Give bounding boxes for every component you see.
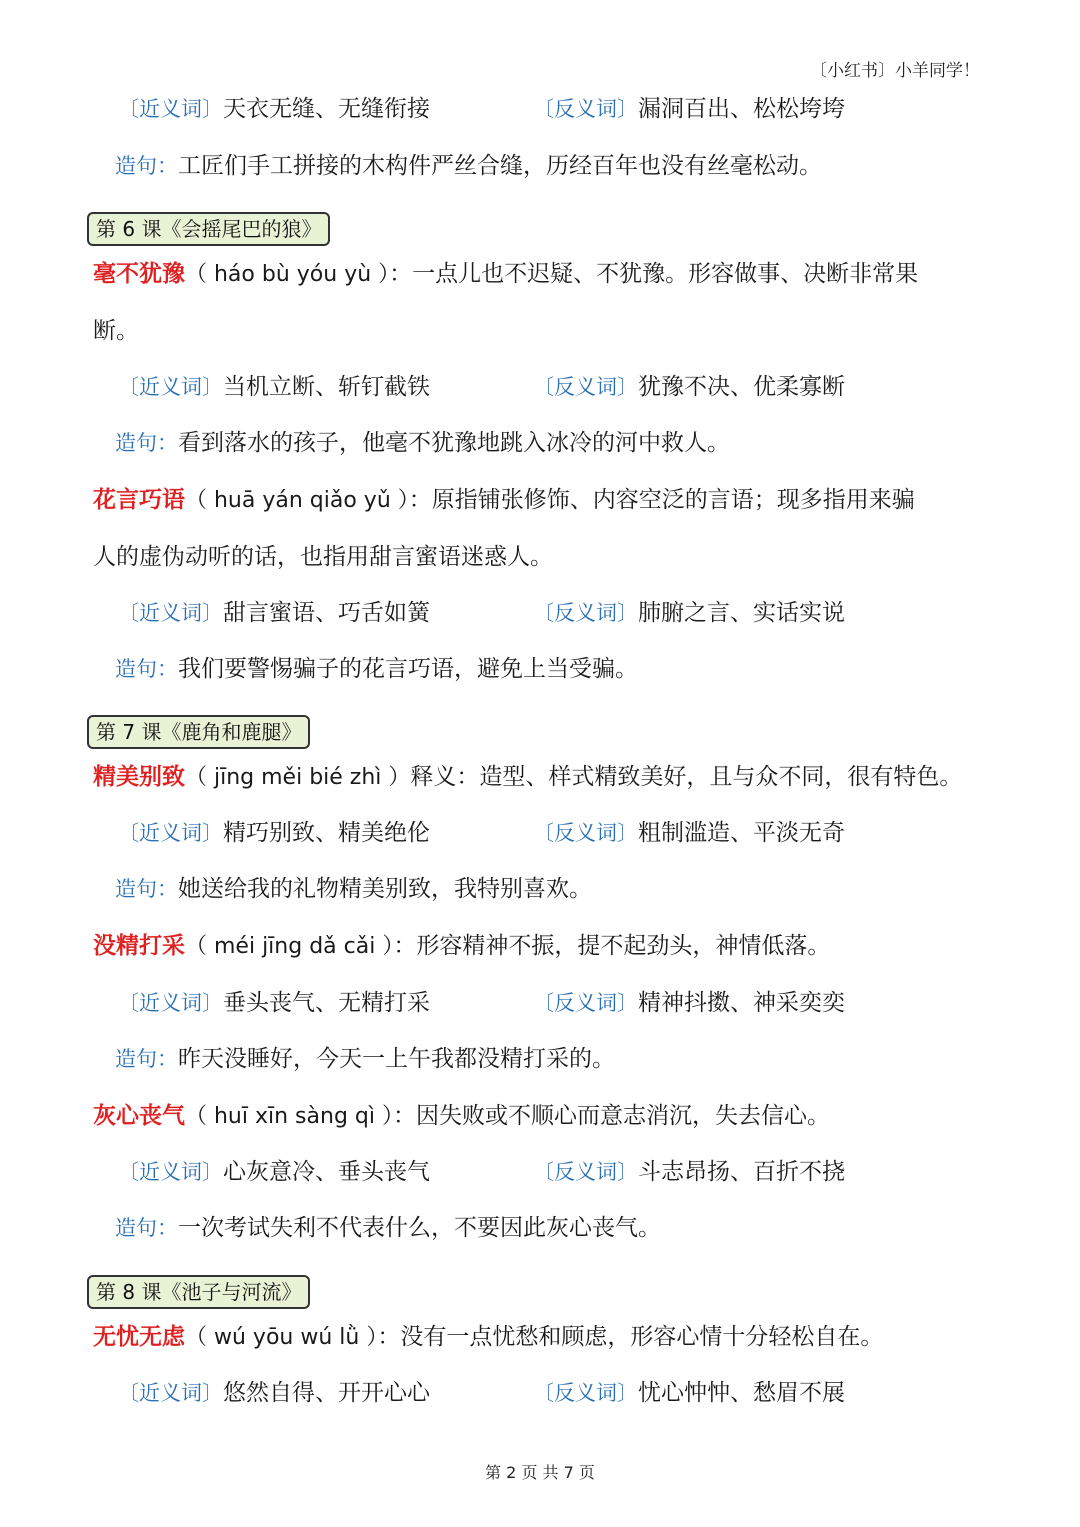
synonym-text: 当机立断、斩钉截铁 bbox=[223, 374, 430, 400]
example-label: 造句： bbox=[115, 431, 178, 455]
idiom-definition: ：形容精神不振，提不起劲头，神情低落。 bbox=[393, 933, 831, 959]
idiom-definition: 释义：造型、样式精致美好，且与众不同，很有特色。 bbox=[410, 764, 963, 790]
page-number-footer: 第 2 页 共 7 页 bbox=[485, 1463, 595, 1482]
synonym-label: 〔近义词〕 bbox=[118, 375, 223, 399]
example-text: 她送给我的礼物精美别致，我特别喜欢。 bbox=[178, 876, 592, 902]
idiom-term: 精美别致 bbox=[93, 763, 185, 790]
example-label: 造句： bbox=[115, 657, 178, 681]
idiom-definition: ：原指铺张修饰、内容空泛的言语；现多指用来骗 bbox=[408, 487, 915, 513]
idiom-term: 没精打采 bbox=[93, 932, 185, 959]
antonym-text: 粗制滥造、平淡无奇 bbox=[638, 820, 845, 846]
antonym-label: 〔反义词〕 bbox=[533, 601, 638, 625]
antonym-text: 精神抖擞、神采奕奕 bbox=[638, 990, 845, 1016]
antonym-label: 〔反义词〕 bbox=[533, 1160, 638, 1184]
synonym-text: 甜言蜜语、巧舌如簧 bbox=[223, 600, 430, 626]
example-text: 看到落水的孩子，他毫不犹豫地跳入冰冷的河中救人。 bbox=[178, 430, 730, 456]
idiom-term: 无忧无虑 bbox=[93, 1323, 185, 1350]
idiom-pinyin: （ huā yán qiǎo yǔ ） bbox=[185, 488, 409, 513]
synonym-label: 〔近义词〕 bbox=[118, 1381, 223, 1405]
antonym-label: 〔反义词〕 bbox=[533, 97, 638, 121]
idiom-pinyin: （ huī xīn sàng qì ） bbox=[185, 1104, 393, 1129]
antonym-label: 〔反义词〕 bbox=[533, 375, 638, 399]
synonym-text: 垂头丧气、无精打采 bbox=[223, 990, 430, 1016]
antonym-label: 〔反义词〕 bbox=[533, 991, 638, 1015]
synonym-label: 〔近义词〕 bbox=[118, 601, 223, 625]
idiom-definition: ：一点儿也不迟疑、不犹豫。形容做事、决断非常果 bbox=[389, 261, 919, 287]
synonym-label: 〔近义词〕 bbox=[118, 991, 223, 1015]
lesson-badge: 第 6 课《会摇尾巴的狼》 bbox=[87, 212, 330, 246]
idiom-pinyin: （ méi jīng dǎ cǎi ） bbox=[185, 934, 394, 959]
antonym-text: 犹豫不决、优柔寡断 bbox=[638, 374, 845, 400]
example-label: 造句： bbox=[115, 1047, 178, 1071]
example-label: 造句： bbox=[115, 877, 178, 901]
synonym-label: 〔近义词〕 bbox=[118, 821, 223, 845]
antonym-text: 漏洞百出、松松垮垮 bbox=[638, 96, 845, 122]
synonym-text: 心灰意冷、垂头丧气 bbox=[223, 1159, 430, 1185]
example-text: 我们要警惕骗子的花言巧语，避免上当受骗。 bbox=[178, 656, 638, 682]
example-label: 造句： bbox=[115, 1216, 178, 1240]
antonym-text: 忧心忡忡、愁眉不展 bbox=[638, 1380, 845, 1406]
idiom-pinyin: （ wú yōu wú lǜ ） bbox=[185, 1325, 378, 1350]
synonym-text: 天衣无缝、无缝衔接 bbox=[223, 96, 430, 122]
idiom-term: 灰心丧气 bbox=[93, 1102, 185, 1129]
synonym-label: 〔近义词〕 bbox=[118, 97, 223, 121]
example-text: 一次考试失利不代表什么，不要因此灰心丧气。 bbox=[178, 1215, 661, 1241]
synonym-text: 悠然自得、开开心心 bbox=[223, 1380, 430, 1406]
idiom-definition: ：没有一点忧愁和顾虑，形容心情十分轻松自在。 bbox=[377, 1324, 884, 1350]
idiom-definition: ：因失败或不顺心而意志消沉，失去信心。 bbox=[392, 1103, 830, 1129]
antonym-label: 〔反义词〕 bbox=[533, 821, 638, 845]
example-label: 造句： bbox=[115, 154, 178, 178]
idiom-term: 毫不犹豫 bbox=[93, 260, 185, 287]
idiom-definition-cont: 人的虚伪动听的话，也指用甜言蜜语迷惑人。 bbox=[93, 544, 553, 570]
lesson-badge: 第 8 课《池子与河流》 bbox=[87, 1275, 310, 1309]
antonym-text: 斗志昂扬、百折不挠 bbox=[638, 1159, 845, 1185]
synonym-text: 精巧别致、精美绝伦 bbox=[223, 820, 430, 846]
idiom-pinyin: （ háo bù yóu yù ） bbox=[185, 262, 390, 287]
antonym-text: 肺腑之言、实话实说 bbox=[638, 600, 845, 626]
lesson-badge: 第 7 课《鹿角和鹿腿》 bbox=[87, 715, 310, 749]
idiom-term: 花言巧语 bbox=[93, 486, 185, 513]
synonym-label: 〔近义词〕 bbox=[118, 1160, 223, 1184]
header-note: 〔小红书〕小羊同学！ bbox=[810, 61, 980, 81]
idiom-pinyin: （ jīng měi bié zhì ） bbox=[185, 765, 411, 790]
antonym-label: 〔反义词〕 bbox=[533, 1381, 638, 1405]
idiom-definition-cont: 断。 bbox=[93, 318, 139, 344]
example-text: 工匠们手工拼接的木构件严丝合缝，历经百年也没有丝毫松动。 bbox=[178, 153, 822, 179]
example-text: 昨天没睡好，今天一上午我都没精打采的。 bbox=[178, 1046, 615, 1072]
